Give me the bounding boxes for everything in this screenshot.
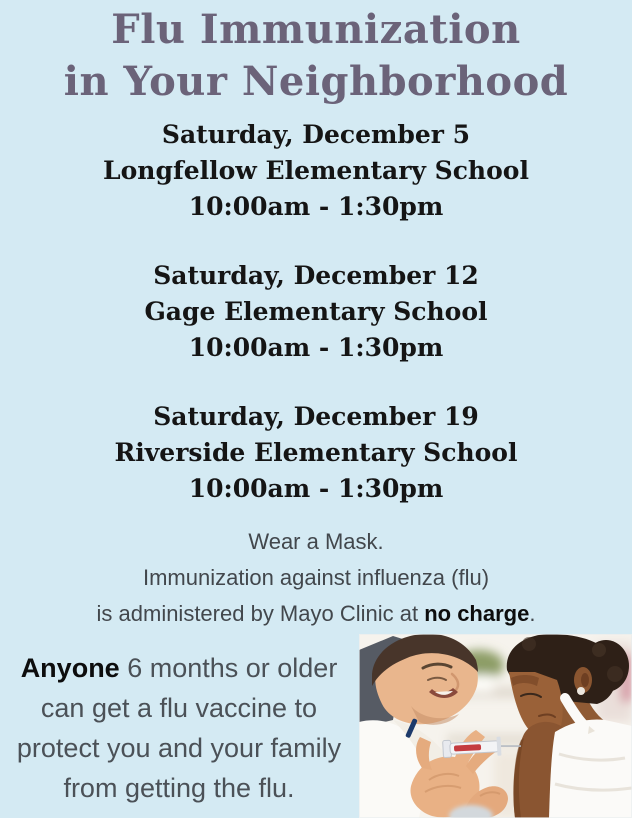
- title-line-1: Flu Immunization: [111, 6, 521, 53]
- no-charge-emphasis: no charge: [424, 601, 530, 626]
- footer-line-1: [0, 648, 358, 688]
- event-date: Saturday, December 5: [161, 120, 471, 149]
- anyone-emphasis: Anyone: [20, 653, 120, 683]
- page-title: [0, 4, 632, 108]
- event-date: Saturday, December 12: [153, 261, 479, 290]
- event-location: Riverside Elementary School: [114, 438, 518, 467]
- event-location: Longfellow Elementary School: [103, 156, 529, 185]
- eligibility-paragraph: [0, 648, 358, 808]
- title-line-2: in Your Neighborhood: [63, 58, 569, 105]
- footer-line-4: from getting the flu.: [63, 773, 295, 803]
- event-time: 10:00am - 1:30pm: [188, 192, 444, 221]
- footer-line-3: protect you and your family: [16, 733, 342, 763]
- footer-line-1-rest: 6 months or older: [119, 653, 338, 683]
- info-line-2: Immunization against influenza (flu): [142, 565, 490, 590]
- event-time: 10:00am - 1:30pm: [188, 333, 444, 362]
- info-line-1: Wear a Mask.: [248, 529, 384, 554]
- event-card-3: [0, 399, 632, 507]
- event-list: [0, 117, 632, 540]
- event-card-2: [0, 258, 632, 366]
- info-paragraph: [0, 524, 632, 632]
- event-location: Gage Elementary School: [144, 297, 488, 326]
- event-time: 10:00am - 1:30pm: [188, 474, 444, 503]
- footer-line-2: can get a flu vaccine to: [40, 693, 318, 723]
- vaccination-photo: [359, 634, 632, 818]
- info-line-3: [0, 596, 632, 632]
- vaccination-photo-illustration: [359, 634, 632, 818]
- event-card-1: [0, 117, 632, 225]
- event-date: Saturday, December 19: [153, 402, 479, 431]
- info-line-3-suffix: .: [529, 601, 536, 626]
- info-line-3-prefix: is administered by Mayo Clinic at: [96, 601, 425, 626]
